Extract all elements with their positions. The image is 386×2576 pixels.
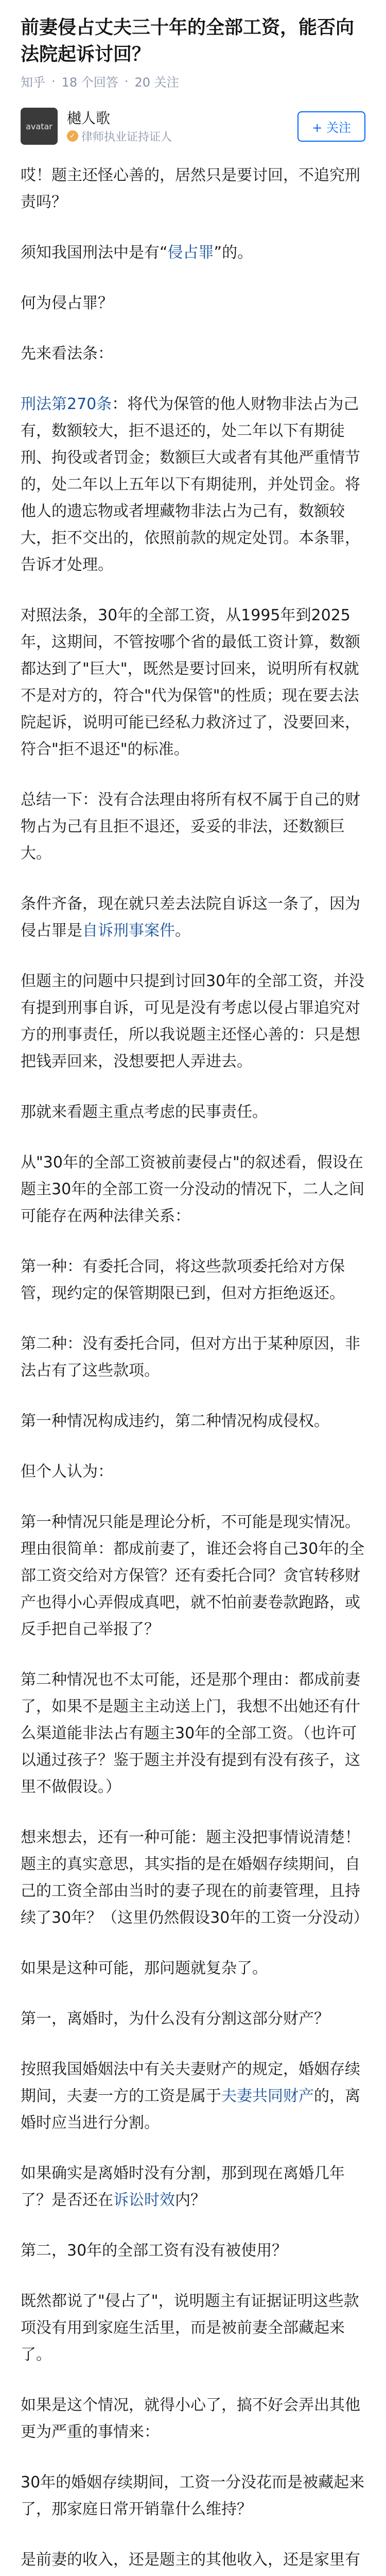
paragraph: 但题主的问题中只提到讨回30年的全部工资，并没有提到刑事自诉，可见是没有考虑以侵占罪追究对方的刑事责任，所以我说题主还怪心善的：只是想把钱弄回来，没想要把人弄进去。 bbox=[21, 972, 365, 1071]
question-meta bbox=[21, 72, 365, 90]
inline-link[interactable]: 诉讼时效 bbox=[113, 2191, 175, 2209]
paragraph: 第二，30年的全部工资有没有被使用？ bbox=[21, 2242, 288, 2260]
paragraph: 条件齐备，现在就只差去法院自诉这一条了，因为侵占罪是自诉刑事案件。 bbox=[21, 895, 360, 940]
paragraph: 第一种：有委托合同，将这些款项委托给对方保管，现约定的保管期限已到，但对方拒绝返还。 bbox=[21, 1258, 345, 1302]
inline-link[interactable]: 侵占罪 bbox=[167, 244, 214, 262]
answer-content bbox=[21, 162, 369, 2576]
author-info bbox=[67, 109, 297, 144]
paragraph: 第一，离婚时，为什么没有分割这部分财产？ bbox=[21, 2010, 329, 2028]
follower-count: 20 关注 bbox=[134, 75, 179, 90]
paragraph: 哎！题主还怪心善的，居然只是要讨回，不追究刑责吗？ bbox=[21, 166, 360, 211]
paragraph: 如果确实是离婚时没有分割，那到现在离婚几年了？是否还在诉讼时效内？ bbox=[21, 2164, 345, 2209]
paragraph: 30年的婚姻存续期间，工资一分没花而是被藏起来了，那家庭日常开销靠什么维持？ bbox=[21, 2473, 365, 2518]
author-badge-text: 律师执业证持证人 bbox=[81, 130, 172, 144]
source-label: 知乎 bbox=[21, 75, 45, 90]
paragraph: 是前妻的收入，还是题主的其他收入，还是家里有 bbox=[21, 2551, 360, 2569]
paragraph: 总结一下：没有合法理由将所有权不属于自己的财物占为己有且拒不退还，妥妥的非法，还数额巨大。 bbox=[21, 791, 360, 862]
inline-link[interactable]: 刑法第270条 bbox=[21, 395, 112, 413]
paragraph: 如果是这种可能，那问题就复杂了。 bbox=[21, 1959, 268, 1977]
paragraph: 那就来看题主重点考虑的民事责任。 bbox=[21, 1103, 268, 1121]
paragraph: 从"30年的全部工资被前妻侵占"的叙述看，假设在题主30年的全部工资一分没动的情况下，二人之间可能存在两种法律关系： bbox=[21, 1154, 365, 1225]
answer-count[interactable]: 18 个回答 bbox=[61, 75, 118, 90]
inline-link[interactable]: 夫妻共同财产 bbox=[221, 2087, 314, 2105]
paragraph: 刑法第270条：将代为保管的他人财物非法占为己有，数额较大，拒不退还的，处二年以下有期徒刑、拘役或者罚金；数额巨大或者有其他严重情节的，处二年以上五年以下有期徒刑，并处罚金。将他人的遗忘物或者埋藏物非法占为己有，数额较大，拒不交出的，依照前款的规定处罚。本条罪，告诉才处理。 bbox=[21, 395, 360, 574]
author-name[interactable]: 樾人歌 bbox=[67, 109, 111, 127]
follow-button[interactable]: + 关注 bbox=[297, 111, 365, 142]
paragraph: 第二种：没有委托合同，但对方出于某种原因，非法占有了这些款项。 bbox=[21, 1335, 360, 1380]
meta-separator: · bbox=[51, 74, 56, 89]
certified-badge-icon: ✓ bbox=[67, 130, 78, 142]
paragraph: 想来想去，还有一种可能：题主没把事情说清楚！题主的真实意思，其实指的是在婚姻存续期间，自己的工资全部由当时的妻子现在的前妻管理，且持续了30年？（这里仍然假设30年的工资一分没动） bbox=[21, 1828, 369, 1927]
answer-page bbox=[0, 14, 386, 2576]
paragraph: 按照我国婚姻法中有关夫妻财产的规定，婚姻存续期间，夫妻一方的工资是属于夫妻共同财产的，离婚时应当进行分割。 bbox=[21, 2060, 360, 2132]
paragraph: 须知我国刑法中是有“侵占罪”的。 bbox=[21, 244, 253, 262]
paragraph: 第一种情况只能是理论分析，不可能是现实情况。理由很简单：都成前妻了，谁还会将自己30年的全部工资交给对方保管？还有委托合同？贪官转移财产也得小心弄假成真吧，就不怕前妻卷款跑路，或反手把自己举报了？ bbox=[21, 1513, 365, 1638]
avatar[interactable] bbox=[21, 108, 58, 145]
paragraph: 先来看法条： bbox=[21, 345, 113, 363]
author-badge bbox=[67, 128, 297, 144]
question-title[interactable]: 前妻侵占丈夫三十年的全部工资，能否向法院起诉讨回？ bbox=[21, 17, 355, 65]
inline-link[interactable]: 自诉刑事案件 bbox=[82, 922, 175, 940]
meta-separator: · bbox=[124, 74, 129, 89]
paragraph: 但个人认为： bbox=[21, 1463, 113, 1481]
paragraph: 对照法条，30年的全部工资，从1995年到2025年，这期间，不管按哪个省的最低工资计算，数额都达到了"巨大"，既然是要讨回来，说明所有权就不是对方的，符合"代为保管"的性质；现在要去法院起诉，说明可能已经私力救济过了，没要回来，符合"拒不退还"的标准。 bbox=[21, 606, 360, 758]
paragraph: 何为侵占罪？ bbox=[21, 294, 113, 312]
paragraph: 既然都说了"侵占了"，说明题主有证据证明这些款项没有用到家庭生活里，而是被前妻全部藏起来了。 bbox=[21, 2292, 359, 2364]
avatar-fallback-text: avatar bbox=[26, 121, 52, 131]
paragraph: 第二种情况也不太可能，还是那个理由：都成前妻了，如果不是题主主动送上门，我想不出她还有什么渠道能非法占有题主30年的全部工资。（也许可以通过孩子？鉴于题主并没有提到有没有孩子，这里不做假设。） bbox=[21, 1671, 360, 1796]
paragraph: 第一种情况构成违约，第二种情况构成侵权。 bbox=[21, 1412, 329, 1430]
paragraph: 如果是这个情况，就得小心了，搞不好会弄出其他更为严重的事情来： bbox=[21, 2396, 360, 2441]
author-row bbox=[21, 108, 365, 145]
